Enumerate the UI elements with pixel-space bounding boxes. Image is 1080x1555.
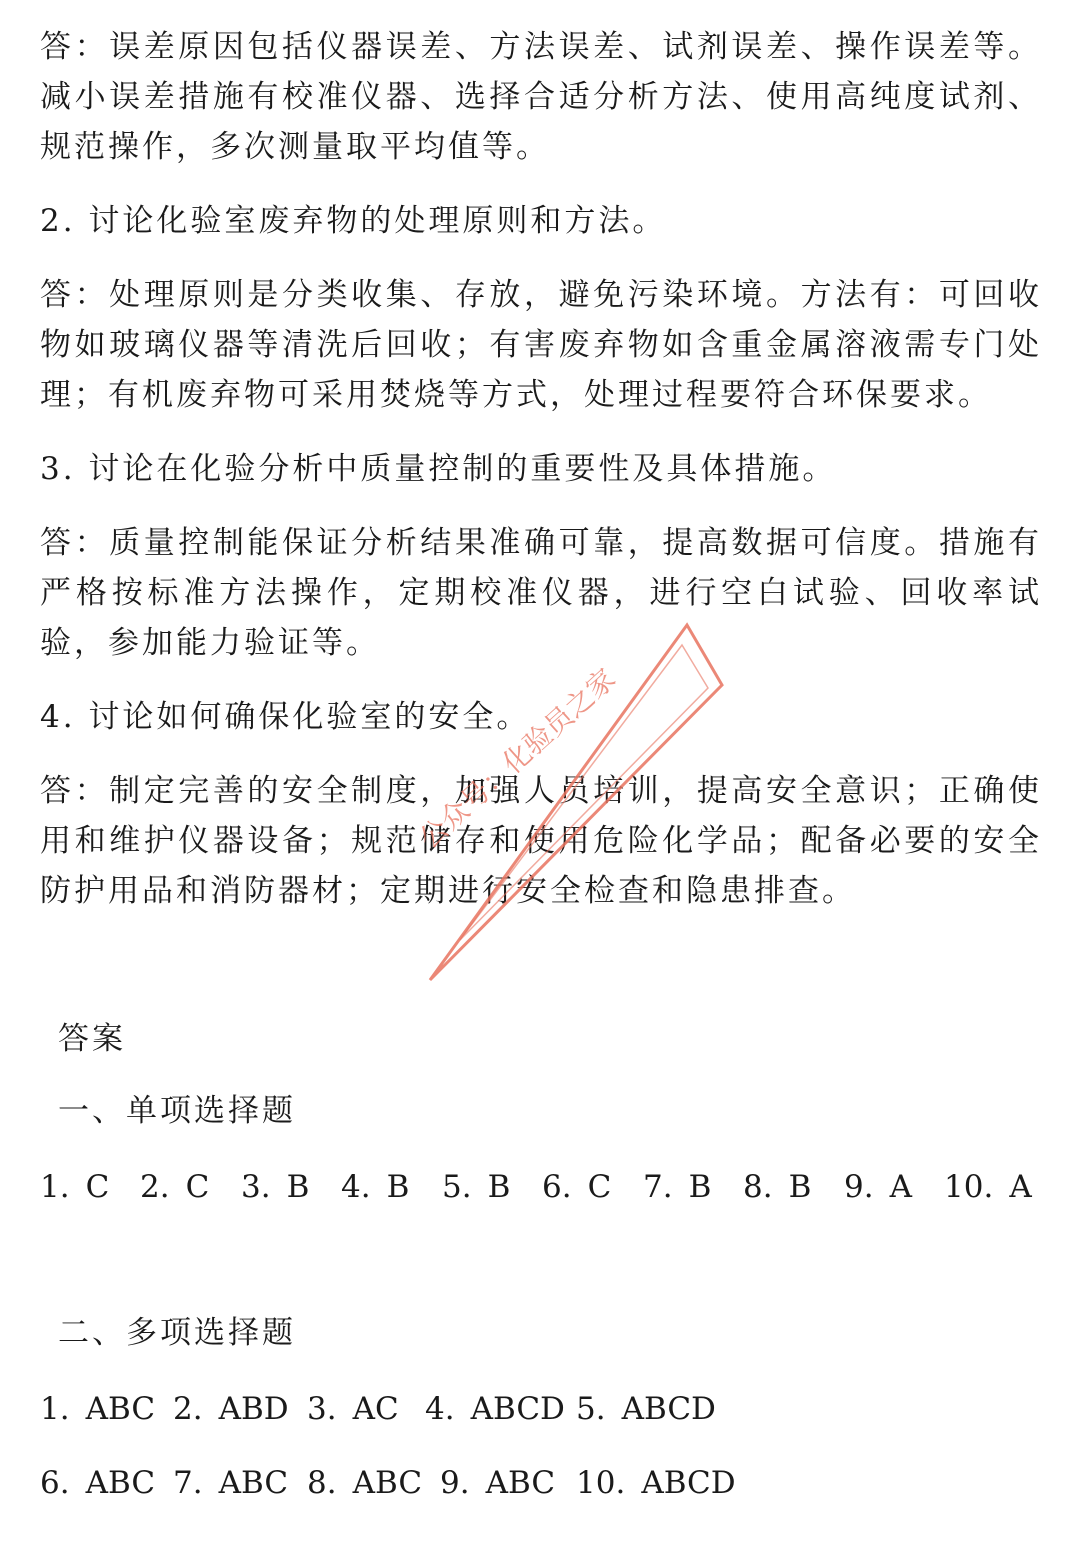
answer-item: 6. ABC	[40, 1465, 156, 1501]
multiple-choice-heading: 二、多项选择题	[58, 1315, 296, 1351]
answer-item: 7. ABC	[173, 1465, 289, 1501]
answer-item: 2. C	[140, 1169, 210, 1205]
watermark-text: 公众号：化验员之家	[412, 662, 622, 856]
question-3: 3. 讨论在化验分析中质量控制的重要性及具体措施。	[40, 451, 837, 487]
answer-item: 4. B	[341, 1169, 410, 1205]
answers-title: 答案	[58, 1021, 126, 1057]
answer-item: 4. ABCD	[425, 1391, 565, 1427]
answer-item: 5. ABCD	[576, 1391, 716, 1427]
answer-item: 1. ABC	[40, 1391, 156, 1427]
answer-item: 6. C	[542, 1169, 612, 1205]
answer-item: 9. ABC	[440, 1465, 556, 1501]
question-4: 4. 讨论如何确保化验室的安全。	[40, 699, 531, 735]
answer-item: 7. B	[643, 1169, 712, 1205]
single-choice-answers	[40, 1162, 1040, 1212]
answer-item: 9. A	[844, 1169, 912, 1205]
answer-item: 8. ABC	[307, 1465, 423, 1501]
answer-item: 5. B	[442, 1169, 511, 1205]
answer-1-text: 答：误差原因包括仪器误差、方法误差、试剂误差、操作误差等。减小误差措施有校准仪器、选择合适分析方法、使用高纯度试剂、规范操作，多次测量取平均值等。	[40, 29, 1042, 165]
answer-item: 3. B	[241, 1169, 310, 1205]
answer-item: 2. ABD	[173, 1391, 289, 1427]
question-2: 2. 讨论化验室废弃物的处理原则和方法。	[40, 203, 667, 239]
answer-item: 10. ABCD	[576, 1465, 736, 1501]
multiple-choice-answers-row-2	[40, 1458, 740, 1508]
answer-item: 10. A	[944, 1169, 1032, 1205]
answer-4-text: 答：制定完善的安全制度，加强人员培训，提高安全意识；正确使用和维护仪器设备；规范储存和使用危险化学品；配备必要的安全防护用品和消防器材；定期进行安全检查和隐患排查。	[40, 773, 1042, 909]
answer-2-text: 答：处理原则是分类收集、存放，避免污染环境。方法有：可回收物如玻璃仪器等清洗后回收；有害废弃物如含重金属溶液需专门处理；有机废弃物可采用焚烧等方式，处理过程要符合环保要求。	[40, 277, 1042, 413]
single-choice-heading: 一、单项选择题	[58, 1093, 296, 1129]
multiple-choice-answers-row-1	[40, 1384, 740, 1434]
answer-3-text: 答：质量控制能保证分析结果准确可靠，提高数据可信度。措施有严格按标准方法操作，定期校准仪器，进行空白试验、回收率试验，参加能力验证等。	[40, 525, 1042, 661]
answer-item: 3. AC	[307, 1391, 399, 1427]
answer-item: 8. B	[743, 1169, 812, 1205]
answer-item: 1. C	[40, 1169, 110, 1205]
